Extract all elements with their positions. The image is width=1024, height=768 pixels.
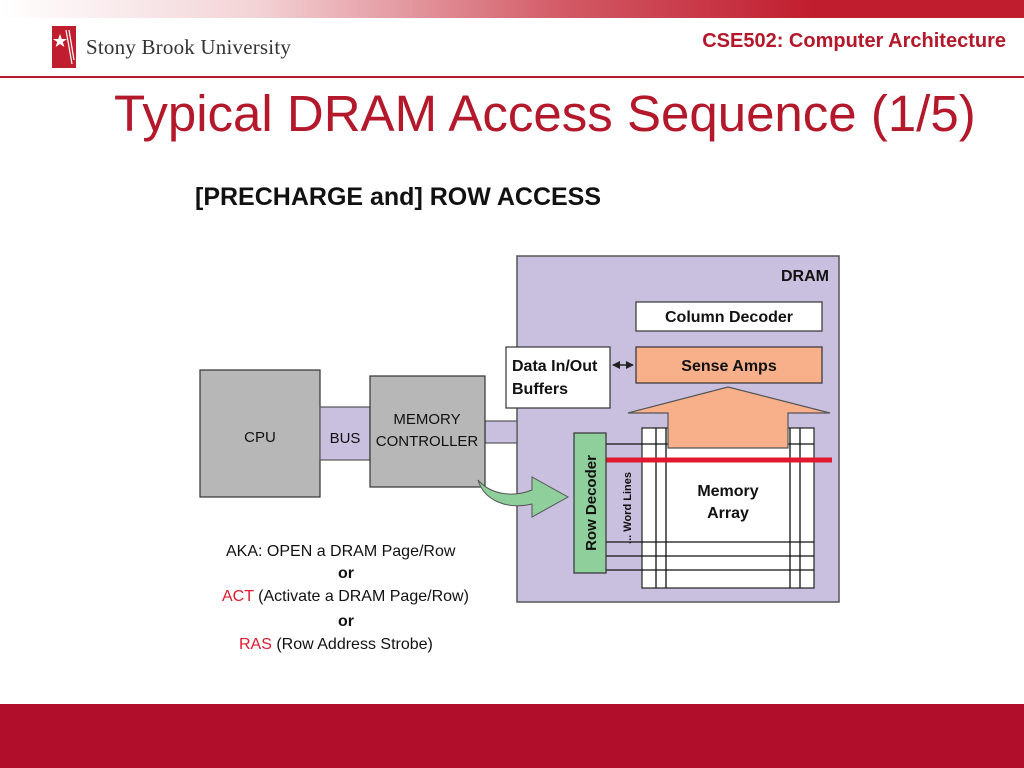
data-buffers-label-line1: Data In/Out	[512, 358, 598, 375]
or-separator-2: or	[338, 613, 354, 630]
data-buffers-label-line2: Buffers	[512, 381, 569, 398]
sense-amps-label: Sense Amps	[681, 358, 777, 375]
column-decoder-label: Column Decoder	[664, 309, 794, 326]
ras-note	[239, 636, 433, 653]
act-note	[222, 588, 469, 605]
university-name: Stony Brook University	[86, 34, 292, 59]
ras-description: (Row Address Strobe)	[271, 636, 433, 653]
word-lines-label: ... Word Lines	[622, 472, 634, 544]
memory-array-label-line1: Memory	[697, 483, 759, 500]
or-separator-1: or	[338, 565, 354, 582]
memory-controller-box	[370, 376, 485, 487]
memory-controller-label-line2: CONTROLLER	[375, 433, 479, 450]
footer-band	[0, 704, 1024, 768]
bus-label: BUS	[329, 430, 361, 447]
memory-array-label-line2: Array	[707, 505, 749, 522]
diagram-subtitle: [PRECHARGE and] ROW ACCESS	[195, 183, 602, 211]
ras-term: RAS	[239, 636, 272, 653]
data-buffers	[506, 347, 610, 408]
course-label: CSE502: Computer Architecture	[702, 30, 1006, 52]
row-decoder-label: Row Decoder	[583, 455, 600, 551]
act-term: ACT	[222, 588, 254, 605]
slide-title: Typical DRAM Access Sequence (1/5)	[114, 85, 976, 142]
cpu-label: CPU	[244, 429, 276, 446]
act-description: (Activate a DRAM Page/Row)	[253, 588, 469, 605]
aka-note: AKA: OPEN a DRAM Page/Row	[226, 543, 456, 560]
dram-label: DRAM	[781, 268, 829, 285]
dram-bus-connector	[485, 421, 517, 443]
memory-controller-label-line1: MEMORY	[393, 411, 461, 428]
